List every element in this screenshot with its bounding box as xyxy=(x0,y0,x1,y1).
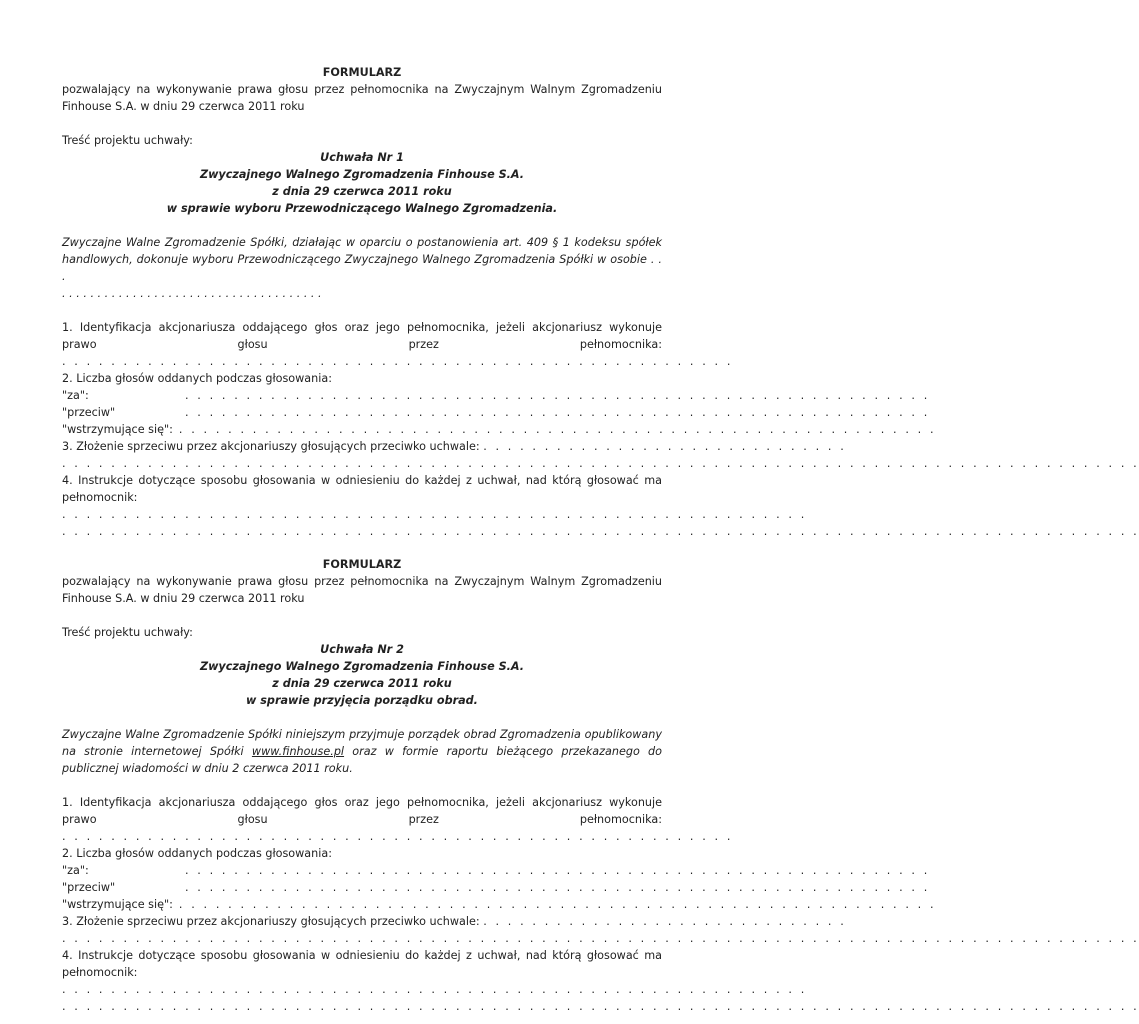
question-3 xyxy=(62,438,847,455)
resolution-body: Zwyczajnego Walnego Zgromadzenia Finhouse S.A. xyxy=(199,168,525,181)
voting-questions xyxy=(62,319,1139,540)
vote-label-against: "przeciw" xyxy=(62,406,116,419)
resolution-text-before: Zwyczajne Walne Zgromadzenie Spółki niniejszym przyjmuje porządek obrad Zgromadzenia opublikowany na stronie internetowej Spółki xyxy=(62,728,662,758)
fill-line[interactable]: . . . . . . . . . . . . . . . . . . . . . . . . . . . . . . xyxy=(483,440,847,453)
resolution-subject: w sprawie przyjęcia porządku obrad. xyxy=(246,694,478,707)
question-4 xyxy=(62,947,807,998)
resolution-number: Uchwała Nr 1 xyxy=(320,151,404,164)
fill-line[interactable]: . . . . . . . . . . . . . . . . . . . . . . . . . . . . . . . . . . . . . . . . . . . . . . . . . . . . . . . . . . . . . . xyxy=(178,898,937,911)
fill-line-full[interactable]: . . . . . . . . . . . . . . . . . . . . . . . . . . . . . . . . . . . . . . . . . . . . . . . . . . . . . . . . . . . . . . . . . . . . . . . . . . . . . . . . . . . . . . . . xyxy=(62,1000,1139,1013)
vote-row-abstain xyxy=(62,421,937,438)
vote-label-for: "za": xyxy=(62,389,89,402)
question-4-label: 4. Instrukcje dotyczące sposobu głosowania w odniesieniu do każdej z uchwał, nad którą głosować ma pełnomocnik: xyxy=(62,474,662,504)
fill-line[interactable]: . . . . . . . . . . . . . . . . . . . . . . . . . . . . . . . . . . . . . . . . . . . . . . . . . . . . . . . . . . . . . xyxy=(62,508,807,521)
fill-line-full[interactable]: . . . . . . . . . . . . . . . . . . . . . . . . . . . . . . . . . . . . . . . . . . . . . . . . . . . . . . . . . . . . . . . . . . . . . . . . . . . . . . . . . . . . . . . . xyxy=(62,525,1139,538)
question-2: 2. Liczba głosów oddanych podczas głosowania: xyxy=(62,372,332,385)
question-4-label: 4. Instrukcje dotyczące sposobu głosowania w odniesieniu do każdej z uchwał, nad którą głosować ma pełnomocnik: xyxy=(62,949,662,979)
resolution-subject: w sprawie wyboru Przewodniczącego Walnego Zgromadzenia. xyxy=(166,202,558,215)
vote-row-for xyxy=(62,387,930,404)
vote-row-abstain xyxy=(62,896,937,913)
question-1 xyxy=(62,794,734,845)
resolution-text-after: oraz w formie raportu bieżącego przekazanego do publicznej wiadomości w dniu 2 czerwca 2011 roku. xyxy=(62,745,662,775)
fill-line-full[interactable]: . . . . . . . . . . . . . . . . . . . . . . . . . . . . . . . . . . . . . . . . . . . . . . . . . . . . . . . . . . . . . . . . . . . . . . . . . . . . . . . . . . . . . . . . xyxy=(62,932,1139,945)
form-title: FORMULARZ xyxy=(322,66,402,79)
question-3 xyxy=(62,913,847,930)
fill-line[interactable]: . . . . . . . . . . . . . . . . . . . . . . . . . . . . . . . . . . . . . . . . . . . . . . . . . . . . . . . xyxy=(62,830,734,843)
question-3-label: 3. Złożenie sprzeciwu przez akcjonariuszy głosujących przeciwko uchwale: xyxy=(62,440,480,453)
fill-line[interactable]: . . . . . . . . . . . . . . . . . . . . . . . . . . . . . . . . . . . . . . . . . . . . . . . . . . . . . . . . . . . . . xyxy=(185,864,930,877)
fill-line[interactable]: . . . . . . . . . . . . . . . . . . . . . . . . . . . . . . xyxy=(483,915,847,928)
proxy-form-1 xyxy=(62,64,1139,540)
vote-label-abstain: "wstrzymujące się": xyxy=(62,423,173,436)
fill-line[interactable]: . . . . . . . . . . . . . . . . . . . . . . . . . . . . . . . . . . . . . . . . . . . . . . . . . . . . . . . . . . . . . . xyxy=(178,423,937,436)
question-1-label: 1. Identyfikacja akcjonariusza oddającego głos oraz jego pełnomocnika, jeżeli akcjonariusz wykonuje prawo głosu przez pełnomocnika: xyxy=(62,321,662,351)
resolution-body: Zwyczajnego Walnego Zgromadzenia Finhouse S.A. xyxy=(199,660,525,673)
form-title: FORMULARZ xyxy=(322,558,402,571)
fill-line-full[interactable]: . . . . . . . . . . . . . . . . . . . . . . . . . . . . . . . . . . . . . . . . . . . . . . . . . . . . . . . . . . . . . . . . . . . . . . . . . . . . . . . . . . . . . . . . xyxy=(62,457,1139,470)
resolution-header xyxy=(62,641,662,709)
website-link[interactable]: www.finhouse.pl xyxy=(251,745,345,758)
question-1 xyxy=(62,319,734,370)
resolution-text-dots: . . . . . . . . . . . . . . . . . . . . . . . . . . . . . . . . . . . . . xyxy=(62,287,322,300)
question-2: 2. Liczba głosów oddanych podczas głosowania: xyxy=(62,847,332,860)
resolution-date: z dnia 29 czerwca 2011 roku xyxy=(272,185,452,198)
fill-line[interactable]: . . . . . . . . . . . . . . . . . . . . . . . . . . . . . . . . . . . . . . . . . . . . . . . . . . . . . . . . . . . . . xyxy=(185,881,930,894)
proxy-form-2 xyxy=(62,556,1139,1015)
resolution-date: z dnia 29 czerwca 2011 roku xyxy=(272,677,452,690)
vote-label-for: "za": xyxy=(62,864,89,877)
fill-line[interactable]: . . . . . . . . . . . . . . . . . . . . . . . . . . . . . . . . . . . . . . . . . . . . . . . . . . . . . . . . . . . . . xyxy=(62,983,807,996)
project-label: Treść projektu uchwały: xyxy=(62,626,193,639)
fill-line[interactable]: . . . . . . . . . . . . . . . . . . . . . . . . . . . . . . . . . . . . . . . . . . . . . . . . . . . . . . . . . . . . . xyxy=(185,406,930,419)
vote-row-for xyxy=(62,862,930,879)
resolution-text-main: Zwyczajne Walne Zgromadzenie Spółki, działając w oparciu o postanowienia art. 409 § 1 kodeksu spółek handlowych, dokonuje wyboru Przewodniczącego Zwyczajnego Walnego Zgromadzenia Spółki w osobie . . . xyxy=(62,236,662,283)
resolution-header xyxy=(62,149,662,217)
resolution-text xyxy=(62,726,662,777)
resolution-text xyxy=(62,234,662,302)
fill-line[interactable]: . . . . . . . . . . . . . . . . . . . . . . . . . . . . . . . . . . . . . . . . . . . . . . . . . . . . . . . . . . . . . xyxy=(185,389,930,402)
form-intro: pozwalający na wykonywanie prawa głosu przez pełnomocnika na Zwyczajnym Walnym Zgromadzeniu Finhouse S.A. w dniu 29 czerwca 2011 roku xyxy=(62,575,662,605)
project-label: Treść projektu uchwały: xyxy=(62,134,193,147)
vote-label-abstain: "wstrzymujące się": xyxy=(62,898,173,911)
fill-line[interactable]: . . . . . . . . . . . . . . . . . . . . . . . . . . . . . . . . . . . . . . . . . . . . . . . . . . . . . . . xyxy=(62,355,734,368)
vote-row-against xyxy=(62,404,930,421)
form-intro: pozwalający na wykonywanie prawa głosu przez pełnomocnika na Zwyczajnym Walnym Zgromadzeniu Finhouse S.A. w dniu 29 czerwca 2011 roku xyxy=(62,83,662,113)
question-4 xyxy=(62,472,807,523)
vote-row-against xyxy=(62,879,930,896)
resolution-number: Uchwała Nr 2 xyxy=(320,643,404,656)
vote-label-against: "przeciw" xyxy=(62,881,116,894)
question-3-label: 3. Złożenie sprzeciwu przez akcjonariuszy głosujących przeciwko uchwale: xyxy=(62,915,480,928)
voting-questions xyxy=(62,794,1139,1015)
question-1-label: 1. Identyfikacja akcjonariusza oddającego głos oraz jego pełnomocnika, jeżeli akcjonariusz wykonuje prawo głosu przez pełnomocnika: xyxy=(62,796,662,826)
